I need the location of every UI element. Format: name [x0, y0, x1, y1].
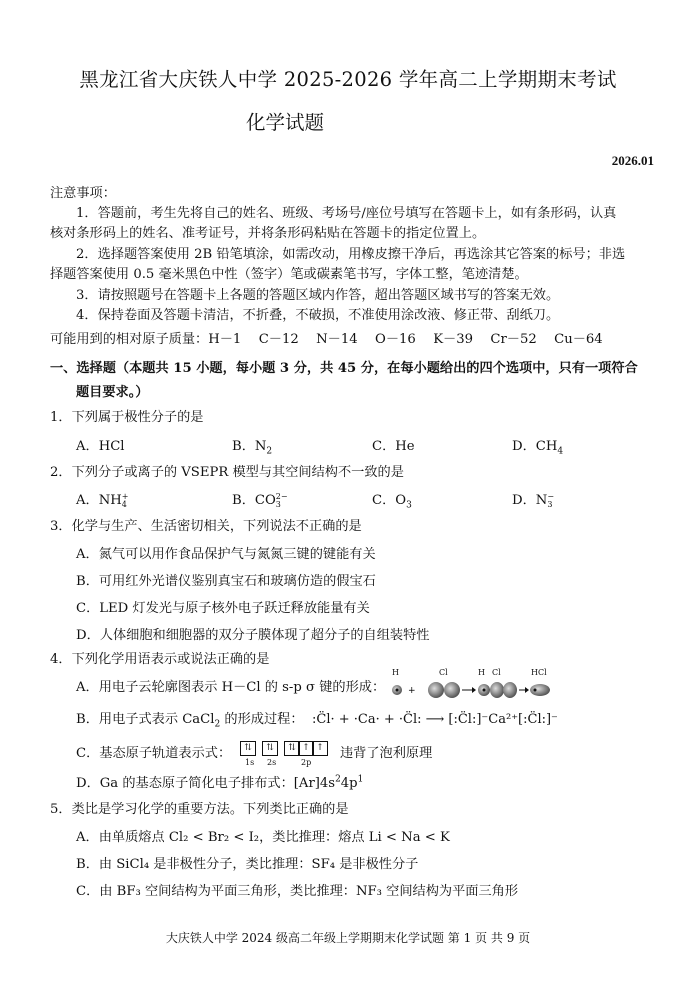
q1-option-c: C．He [372, 439, 415, 454]
q1-option-b: B．$N_2$ [232, 439, 273, 457]
exam-subtitle: 化学试题 [246, 111, 325, 134]
section-heading: 一、选择题（本题共 15 小题，每小题 3 分，共 45 分，在每小题给出的四个选项中，只有一项符合 [50, 361, 638, 376]
q4-option-b: B．用电子式表示 CaCl$_2$ 的形成过程： [76, 712, 304, 730]
orbital-svg [388, 679, 558, 701]
orbital-box-1s: ⇅ [240, 741, 256, 756]
q5-option-a: A．由单质熔点 Cl₂ < Br₂ < I₂，类比推理：熔点 Li < Na < K [76, 830, 450, 845]
q2-option-a: A．NH + 4 [76, 491, 129, 509]
q3-option-c: C．LED 灯发光与原子核外电子跃迁释放能量有关 [76, 601, 370, 616]
orbital-diagram [241, 741, 341, 769]
svg-text:+: + [408, 686, 416, 696]
notice-line-4: 择题答案使用 0.5 毫米黑色中性（签字）笔或碳素笔书写，字体工整，笔迹清楚。 [50, 267, 528, 282]
label-hcl: HCl [531, 668, 547, 677]
q5-option-b: B．由 SiCl₄ 是非极性分子，类比推理：SF₄ 是非极性分子 [76, 857, 419, 872]
notice-line-6: 4．保持卷面及答题卡清洁，不折叠，不破损，不准使用涂改液、修正带、刮纸刀。 [76, 308, 560, 323]
q4-option-d: D．Ga 的基态原子简化电子排布式：$[Ar]4s^24p^1$ [76, 774, 364, 791]
orbital-label-1s: 1s [245, 758, 255, 767]
atomic-masses: 可能用到的相对原子质量：H－1 C－12 N－14 O－16 K－39 Cr－52 Cu－64 [50, 332, 603, 347]
cacl2-formation-formula: :C̈l· + ·Ca· + ·C̈l: ⟶ [:C̈l:]⁻Ca²⁺[:C̈l:]⁻ [312, 712, 558, 727]
q2-stem: 2．下列分子或离子的 VSEPR 模型与其空间结构不一致的是 [50, 465, 404, 480]
q5-stem: 5．类比是学习化学的重要方法。下列类比正确的是 [50, 802, 349, 817]
orbital-box-2p-1: ⇅ [284, 741, 300, 756]
notice-line-1: 1．答题前，考生先将自己的姓名、班级、考场号/座位号填写在答题卡上，如有条形码，认真 [76, 206, 617, 221]
q3-stem: 3．化学与生产、生活密切相关，下列说法不正确的是 [50, 519, 362, 534]
label-h: H [392, 668, 399, 677]
q3-option-b: B．可用红外光谱仪鉴别真宝石和玻璃仿造的假宝石 [76, 574, 376, 589]
notice-line-3: 2．选择题答案使用 2B 铅笔填涂，如需改动，用橡皮擦干净后，再选涂其它答案的标号；非选 [76, 247, 626, 262]
q1-option-a: A．HCl [76, 439, 125, 454]
q4-stem: 4．下列化学用语表示或说法正确的是 [50, 652, 270, 667]
q4-option-c: C．基态原子轨道表示式： [76, 746, 232, 761]
q4-option-c-tail: 违背了泡利原理 [340, 746, 433, 761]
q2-option-b: B．CO 2− 3 [232, 491, 288, 509]
q3-option-a: A．氮气可以用作食品保护气与氮氮三键的键能有关 [76, 547, 376, 562]
q2-option-c: C．$O_3$ [372, 493, 412, 511]
orbital-label-2s: 2s [267, 758, 277, 767]
exam-date: 2026.01 [611, 153, 654, 168]
q1-stem: 1．下列属于极性分子的是 [50, 410, 204, 425]
q4-option-a: A．用电子云轮廓图表示 H－Cl 的 s-p σ 键的形成： [76, 680, 386, 695]
notice-heading: 注意事项： [50, 186, 116, 201]
orbital-label-2p: 2p [301, 758, 312, 767]
label-h2: H [478, 668, 485, 677]
orbital-box-2p-3: ↑ [312, 741, 328, 756]
notice-line-5: 3．请按照题号在答题卡上各题的答题区域内作答，超出答题区域书写的答案无效。 [76, 288, 560, 303]
notice-line-2: 核对条形码上的姓名、准考证号，并将条形码粘贴在答题卡的指定位置上。 [50, 226, 486, 241]
q1-option-d: D．$CH_4$ [512, 439, 564, 457]
q3-option-d: D．人体细胞和细胞器的双分子膜体现了超分子的自组装特性 [76, 628, 430, 643]
page-footer: 大庆铁人中学 2024 级高二年级上学期期末化学试题 第 1 页 共 9 页 [165, 931, 531, 945]
orbital-box-2p-2: ↑ [298, 741, 314, 756]
section-heading-cont: 题目要求。） [76, 385, 149, 400]
exam-title: 黑龙江省大庆铁人中学 2025-2026 学年高二上学期期末考试 [79, 68, 617, 91]
q2-option-d: D．N − 3 [512, 491, 555, 509]
label-cl: Cl [439, 668, 448, 677]
label-cl2: Cl [492, 668, 501, 677]
q5-option-c: C．由 BF₃ 空间结构为平面三角形，类比推理：NF₃ 空间结构为平面三角形 [76, 884, 519, 899]
sigma-bond-diagram [388, 669, 558, 701]
orbital-box-2s: ⇅ [262, 741, 278, 756]
